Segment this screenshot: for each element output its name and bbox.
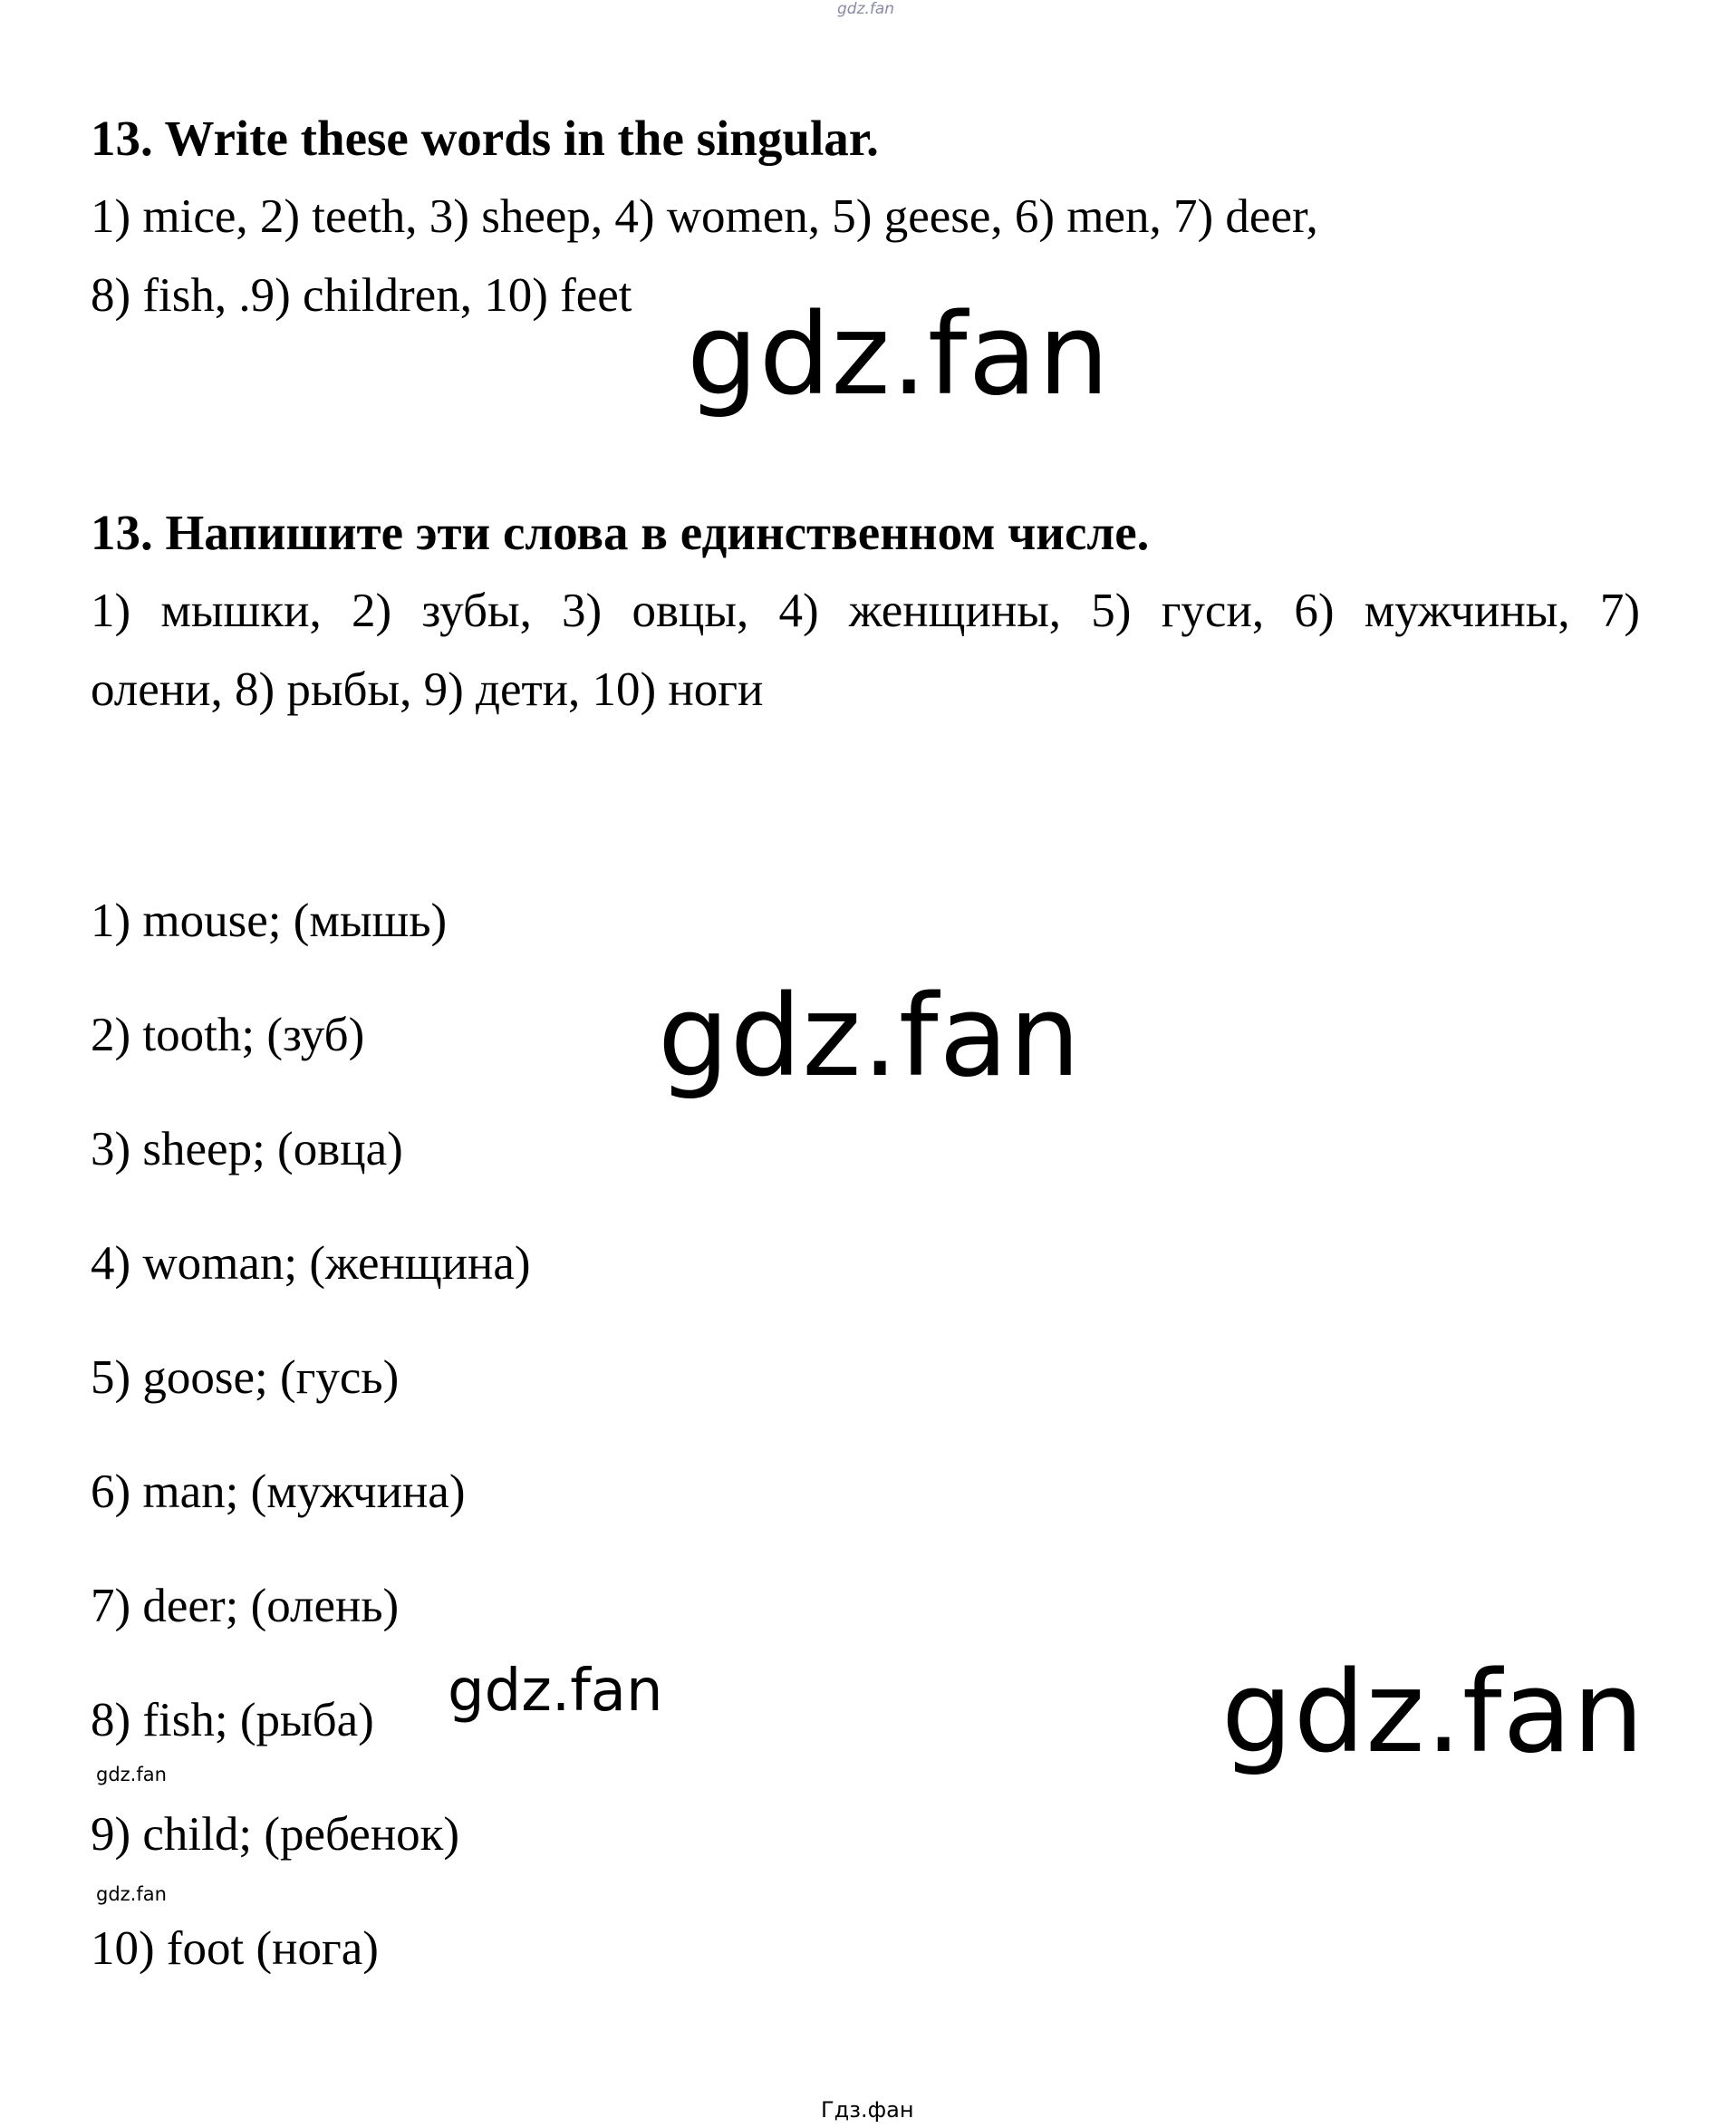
watermark-small-1: gdz.fan [96, 1764, 167, 1785]
watermark-large-3: gdz.fan [1221, 1648, 1645, 1778]
russian-task-line-1: 1) мышки, 2) зубы, 3) овцы, 4) женщины, 5) гуси, 6) мужчины, 7) [91, 585, 1640, 637]
answer-item-6: 6) man; (мужчина) [91, 1465, 466, 1518]
english-task-line-2: 8) fish, .9) children, 10) feet [91, 269, 632, 322]
watermark-medium: gdz.fan [448, 1658, 663, 1725]
russian-task-heading: 13. Напишите эти слова в единственном числе. [91, 505, 1150, 560]
answer-item-5: 5) goose; (гусь) [91, 1351, 400, 1404]
answer-item-9: 9) child; (ребенок) [91, 1808, 460, 1861]
answer-item-3: 3) sheep; (овца) [91, 1123, 403, 1175]
english-task-heading: 13. Write these words in the singular. [91, 111, 879, 166]
watermark-large-2: gdz.fan [658, 972, 1082, 1102]
footer-watermark: Гдз.фан [821, 2097, 914, 2123]
russian-task-line-2: олени, 8) рыбы, 9) дети, 10) ноги [91, 663, 764, 716]
watermark-small-2: gdz.fan [96, 1883, 167, 1905]
answer-item-7: 7) deer; (олень) [91, 1580, 400, 1632]
answer-item-4: 4) woman; (женщина) [91, 1237, 531, 1290]
answer-item-10: 10) foot (нога) [91, 1922, 379, 1975]
answer-item-8: 8) fish; (рыба) [91, 1694, 374, 1746]
english-task-line-1: 1) mice, 2) teeth, 3) sheep, 4) women, 5) geese, 6) men, 7) deer, [91, 190, 1318, 243]
answer-item-2: 2) tooth; (зуб) [91, 1009, 365, 1061]
watermark-large-1: gdz.fan [687, 290, 1111, 421]
top-watermark: gdz.fan [837, 0, 895, 18]
answer-item-1: 1) mouse; (мышь) [91, 895, 448, 947]
